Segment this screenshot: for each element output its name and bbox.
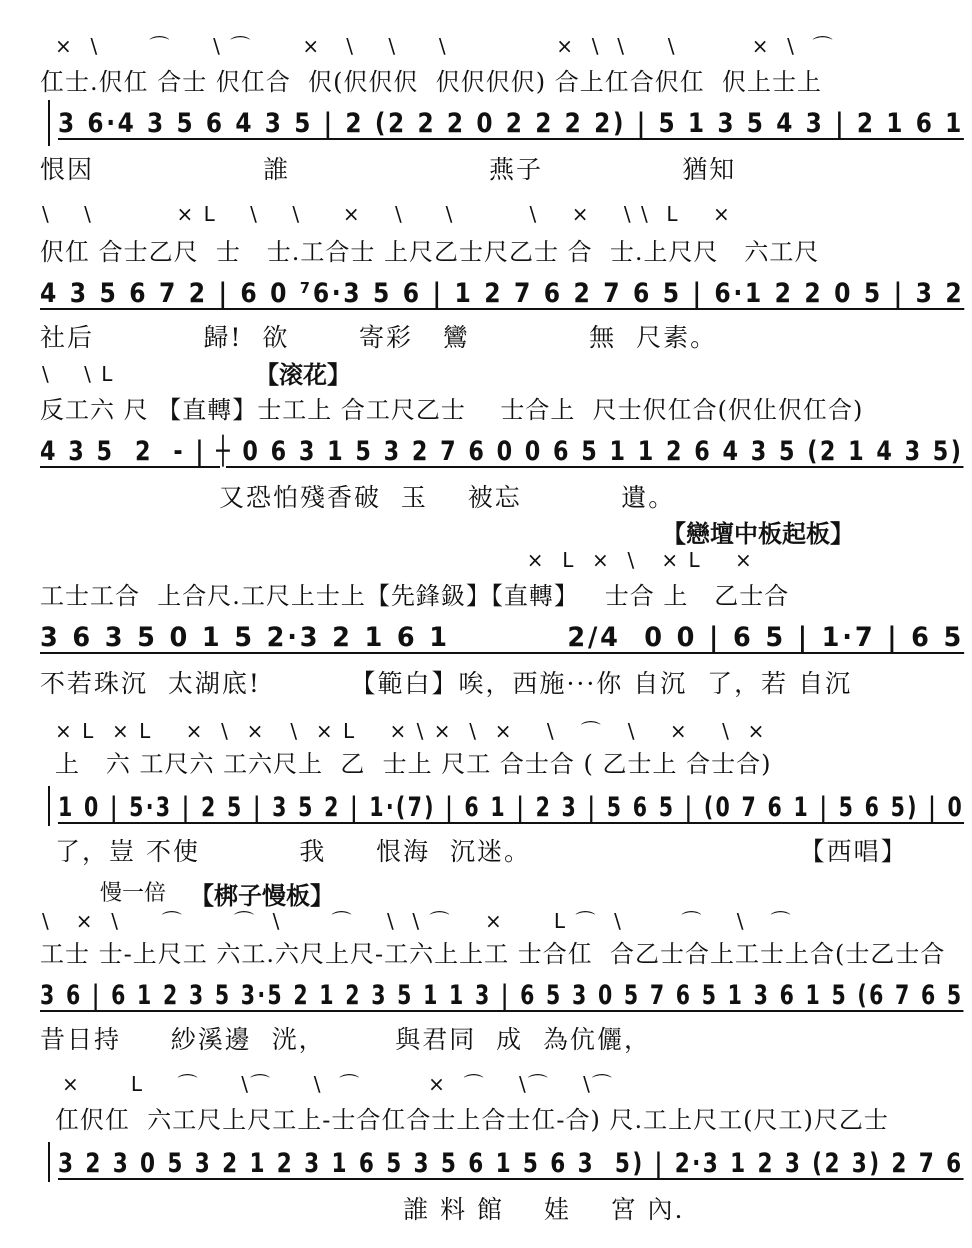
- jianpu-notation: 3 6·4 3 5 6 4 3 5 | 2 (2 2 2 0 2 2 2 2) | 5 1 3 5 4 3 | 2 1 6 1: [58, 108, 964, 139]
- jianpu-notation: 3 2 3 0 5 3 2 1 2 3 1 6 5 3 5 6 1 5 6 3 5) | 2·3 1 2 3 (2 3) 2 7 6: [58, 1148, 964, 1179]
- lyrics: 昔日持 紗溪邊 洸， 與君同 成 為伉儷，: [40, 1025, 652, 1054]
- gongche-notation: 工士工合 上合尺.工尺上士上【先鋒鈒】【直轉】 士合 上 乙士合: [40, 582, 790, 610]
- articulation-marks: \ × \ ⌒ ⌒ \ ⌒ \ \ ⌒ × L ⌒ \ ⌒ \ ⌒: [42, 909, 793, 933]
- lyrics: 誰 料 館 娃 宮 內.: [55, 1195, 685, 1224]
- barline: [48, 1142, 50, 1182]
- gongche-notation: 伬仜 合士乙尺 士 士.工合士 上尺乙士尺乙士 合 士.上尺尺 六工尺: [40, 238, 820, 266]
- section-label: 【滚花】: [255, 360, 351, 389]
- jianpu-notation: 1 0 | 5·3 | 2 5 | 3 5 2 | 1·(7) | 6 1 | 2 3 | 5 6 5 | (0 7 6 1 | 5 6 5) | 0: [58, 792, 965, 823]
- articulation-marks: × L × L × \ × \ × L × \ × \ × \ ⌒ \ × \ ×: [55, 719, 767, 743]
- articulation-marks: × \ ⌒ \ ⌒ × \ \ \ × \ \ \ × \ ⌒: [55, 34, 835, 58]
- articulation-marks: × L ⌒ \⌒ \ ⌒ × ⌒ \⌒ \⌒: [62, 1072, 614, 1096]
- gongche-notation: 工士 士-上尺工 六工.六尺上尺-工六上上工 士合仜 合乙士合上工士上合(士乙士合: [40, 940, 946, 968]
- gongche-notation: 仜伬仜 六工尺上尺工上-士合仜合士上合士仜-合) 尺.工上尺工(尺工)尺乙士: [55, 1106, 889, 1134]
- jianpu-notation: 4 3 5 2 - | ┼ 0 6 3 1 5 3 2 7 6 0 0 6 5 1 1 2 6 4 3 5 (2 1 4 3 5): [40, 436, 964, 467]
- jianpu-notation: 3 6 3 5 0 1 5 2·3 2 1 6 1 2/4 0 0 | 6 5 | 1·7 | 6 5: [40, 622, 965, 653]
- jianpu-notation: 3 6 | 6 1 2 3 5 3·5 2 1 2 3 5 1 1 3 | 6 5 3 0 5 7 6 5 1 3 6 1 5 (6 7 6 5: [40, 980, 964, 1011]
- lyrics: 恨因 誰 燕子 猶知: [40, 155, 737, 184]
- barline: [48, 100, 50, 146]
- articulation-marks: \ \ L: [42, 362, 115, 386]
- gongche-notation: 仜士.伬仜 合士 伬仜合 伬(伬伬伬 伬伬伬伬) 合上仜合伬仜 伬上士上: [40, 68, 823, 96]
- lyrics: 社后 歸! 欲 寄彩 鸞 無 尺素。: [40, 323, 718, 352]
- jianpu-notation: 4 3 5 6 7 2 | 6 0 ⁷6·3 5 6 | 1 2 7 6 2 7 6 5 | 6·1 2 2 0 5 | 3 2: [40, 278, 965, 309]
- barline: [48, 786, 50, 826]
- tempo-marking: 慢一倍: [100, 881, 167, 906]
- articulation-marks: \ \ × L \ \ × \ \ \ × \ \ L ×: [42, 202, 732, 226]
- lyrics: 又恐怕殘香破 玉 被忘 遺。: [40, 483, 676, 512]
- lyrics: 了，豈 不使 我 恨海 沉迷。 【西唱】: [55, 837, 908, 866]
- section-label: 【梆子慢板】: [190, 881, 334, 910]
- gongche-notation: 上 六 工尺六 工六尺上 乙 士上 尺工 合士合 ( 乙士上 合士合): [55, 750, 772, 778]
- gongche-notation: 反工六 尺 【直轉】士工上 合工尺乙士 士合上 尺士伬仜合(伬仩伬仜合): [40, 396, 864, 424]
- articulation-marks: × L × \ × L ×: [42, 548, 754, 572]
- section-label: 【戀壇中板起板】: [662, 519, 854, 548]
- lyrics: 不若珠沉 太湖底! 【範白】唉，西施···你 自沉 了，若 自沉: [40, 669, 853, 698]
